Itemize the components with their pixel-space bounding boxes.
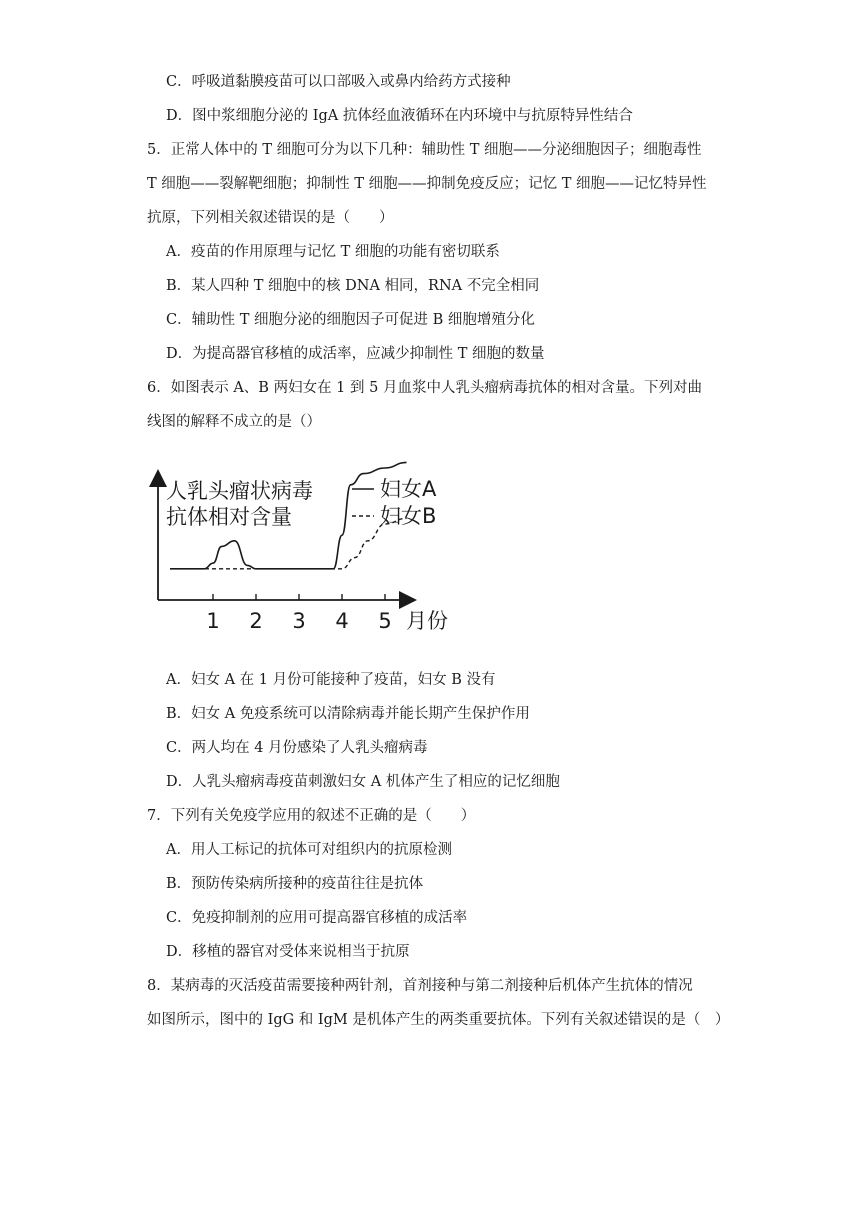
question-6-option-a: A．妇女 A 在 1 月份可能接种了疫苗，妇女 B 没有 xyxy=(166,672,496,688)
question-5-option-b: B．某人四种 T 细胞中的核 DNA 相同，RNA 不完全相同 xyxy=(166,278,540,294)
question-6-stem-line-1: 6．如图表示 A、B 两妇女在 1 到 5 月血浆中人乳头瘤病毒抗体的相对含量。下列对曲 xyxy=(147,380,702,396)
question-5-stem-line-3: 抗原，下列相关叙述错误的是（ ） xyxy=(147,210,394,226)
option-d: D．图中浆细胞分泌的 IgA 抗体经血液循环在内环境中与抗原特异性结合 xyxy=(166,108,633,124)
chart-legend xyxy=(352,477,437,528)
chart-ylabel-line-2: 抗体相对含量 xyxy=(166,505,292,529)
antibody-line-chart xyxy=(140,450,470,640)
x-tick-label: 4 xyxy=(335,609,349,633)
question-8-stem-line-1: 8．某病毒的灭活疫苗需要接种两针剂，首剂接种与第二剂接种后机体产生抗体的情况 xyxy=(147,978,693,994)
chart-ylabel-line-1: 人乳头瘤状病毒 xyxy=(166,479,313,503)
question-7-option-d: D．移植的器官对受体来说相当于抗原 xyxy=(166,944,410,960)
x-tick-label: 5 xyxy=(378,609,392,633)
x-tick-label: 1 xyxy=(206,609,220,633)
option-c: C．呼吸道黏膜疫苗可以口部吸入或鼻内给药方式接种 xyxy=(166,74,511,90)
x-tick-label: 3 xyxy=(292,609,306,633)
question-5-stem-line-2: T 细胞——裂解靶细胞；抑制性 T 细胞——抑制免疫反应；记忆 T 细胞——记忆特异性 xyxy=(147,176,707,192)
question-6-stem-line-2: 线图的解释不成立的是（） xyxy=(147,414,321,430)
legend-label-a: 妇女A xyxy=(380,477,437,501)
question-5-stem-line-1: 5．正常人体中的 T 细胞可分为以下几种：辅助性 T 细胞——分泌细胞因子；细胞毒性 xyxy=(147,142,702,158)
question-5-option-c: C．辅助性 T 细胞分泌的细胞因子可促进 B 细胞增殖分化 xyxy=(166,312,535,328)
legend-label-b: 妇女B xyxy=(380,504,437,528)
question-7-stem: 7．下列有关免疫学应用的叙述不正确的是（ ） xyxy=(147,808,476,824)
question-8-stem-line-2: 如图所示，图中的 IgG 和 IgM 是机体产生的两类重要抗体。下列有关叙述错误的是（ ） xyxy=(147,1012,730,1028)
question-7-option-b: B．预防传染病所接种的疫苗往往是抗体 xyxy=(166,876,424,892)
question-7-option-c: C．免疫抑制剂的应用可提高器官移植的成活率 xyxy=(166,910,468,926)
question-6-option-b: B．妇女 A 免疫系统可以清除病毒并能长期产生保护作用 xyxy=(166,706,530,722)
question-7-option-a: A．用人工标记的抗体可对组织内的抗原检测 xyxy=(166,842,452,858)
question-6-option-d: D．人乳头瘤病毒疫苗刺激妇女 A 机体产生了相应的记忆细胞 xyxy=(166,774,560,790)
question-6-option-c: C．两人均在 4 月份感染了人乳头瘤病毒 xyxy=(166,740,428,756)
question-5-option-d: D．为提高器官移植的成活率，应减少抑制性 T 细胞的数量 xyxy=(166,346,545,362)
question-5-option-a: A．疫苗的作用原理与记忆 T 细胞的功能有密切联系 xyxy=(166,244,500,260)
chart-xlabel: 月份 xyxy=(406,609,448,633)
x-tick-label: 2 xyxy=(249,609,263,633)
